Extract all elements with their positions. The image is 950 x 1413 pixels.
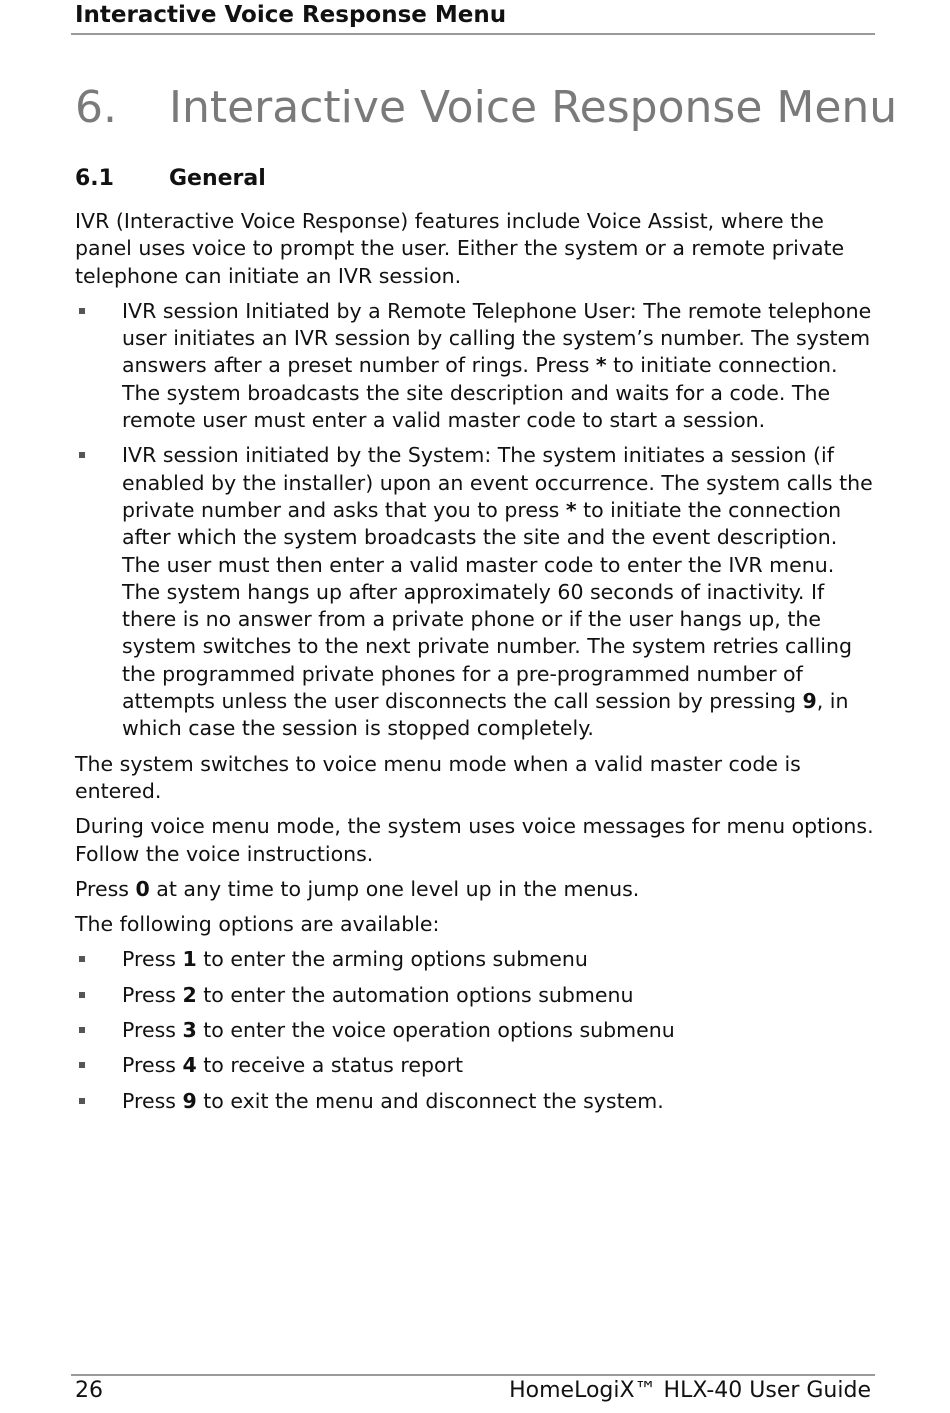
option-key: 3 <box>182 1018 197 1043</box>
options-intro-paragraph: The following options are available: <box>75 912 440 937</box>
header-rule <box>71 33 875 35</box>
list-item-option: Press 1 to enter the arming options submenu <box>75 946 875 973</box>
square-bullet-icon <box>79 1062 85 1068</box>
voice-menu-mode-paragraph: The system switches to voice menu mode when a valid master code is entered. <box>75 751 801 803</box>
key-star: * <box>565 497 577 522</box>
list-item-option: Press 9 to exit the menu and disconnect the system. <box>75 1088 875 1115</box>
square-bullet-icon <box>79 956 85 962</box>
square-bullet-icon <box>79 1027 85 1033</box>
during-voice-paragraph: During voice menu mode, the system uses voice messages for menu options. Follow the voice instructions. <box>75 814 874 866</box>
key-nine: 9 <box>802 689 817 714</box>
menu-options-list <box>75 946 875 1114</box>
square-bullet-icon <box>79 308 85 314</box>
body-content <box>75 208 875 1123</box>
option-key: 9 <box>182 1088 197 1113</box>
list-item-system-session: IVR session initiated by the System: The system initiates a session (if enabled by the installer) upon an event occurrence. The system calls the private number and asks that you to press * to initiate the connection after which the system broadcasts the site and the event description. The user must then enter a valid master code to enter the IVR menu. The system hangs up after approximately 60 seconds of inactivity. If there is no answer from a private phone or if the user hangs up, the system switches to the next private number. The system retries calling the programmed private phones for a pre-programmed number of attempts unless the user disconnects the call session by pressing 9, in which case the session is stopped completely. <box>75 442 875 742</box>
guide-title: HomeLogiX™ HLX-40 User Guide <box>509 1378 871 1403</box>
list-item-remote-session: IVR session Initiated by a Remote Telephone User: The remote telephone user initiates an IVR session by calling the system’s number. The system answers after a preset number of rings. Press * to initiate connection. The system broadcasts the site description and waits for a code. The remote user must enter a valid master code to start a session. <box>75 298 875 434</box>
intro-paragraph: IVR (Interactive Voice Response) features include Voice Assist, where the panel uses voice to prompt the user. Either the system or a remote private telephone can initiate an IVR session. <box>75 209 845 288</box>
square-bullet-icon <box>79 1098 85 1104</box>
list-item-option: Press 3 to enter the voice operation options submenu <box>75 1017 875 1044</box>
chapter-number: 6. <box>75 82 117 133</box>
session-types-list <box>75 298 875 743</box>
section-title-text: General <box>169 166 266 191</box>
section-heading <box>75 164 266 194</box>
press-zero-paragraph: Press 0 at any time to jump one level up in the menus. <box>75 876 640 901</box>
list-item-option: Press 2 to enter the automation options submenu <box>75 982 875 1009</box>
chapter-title <box>75 80 897 136</box>
list-item-option: Press 4 to receive a status report <box>75 1052 875 1079</box>
section-number: 6.1 <box>75 166 114 191</box>
option-key: 4 <box>182 1053 197 1078</box>
page-number: 26 <box>75 1378 103 1403</box>
square-bullet-icon <box>79 992 85 998</box>
option-key: 1 <box>182 947 197 972</box>
running-header: Interactive Voice Response Menu <box>75 2 507 28</box>
square-bullet-icon <box>79 452 85 458</box>
key-star: * <box>595 353 607 378</box>
key-zero: 0 <box>135 876 150 901</box>
chapter-title-text: Interactive Voice Response Menu <box>169 82 898 133</box>
option-key: 2 <box>182 982 197 1007</box>
